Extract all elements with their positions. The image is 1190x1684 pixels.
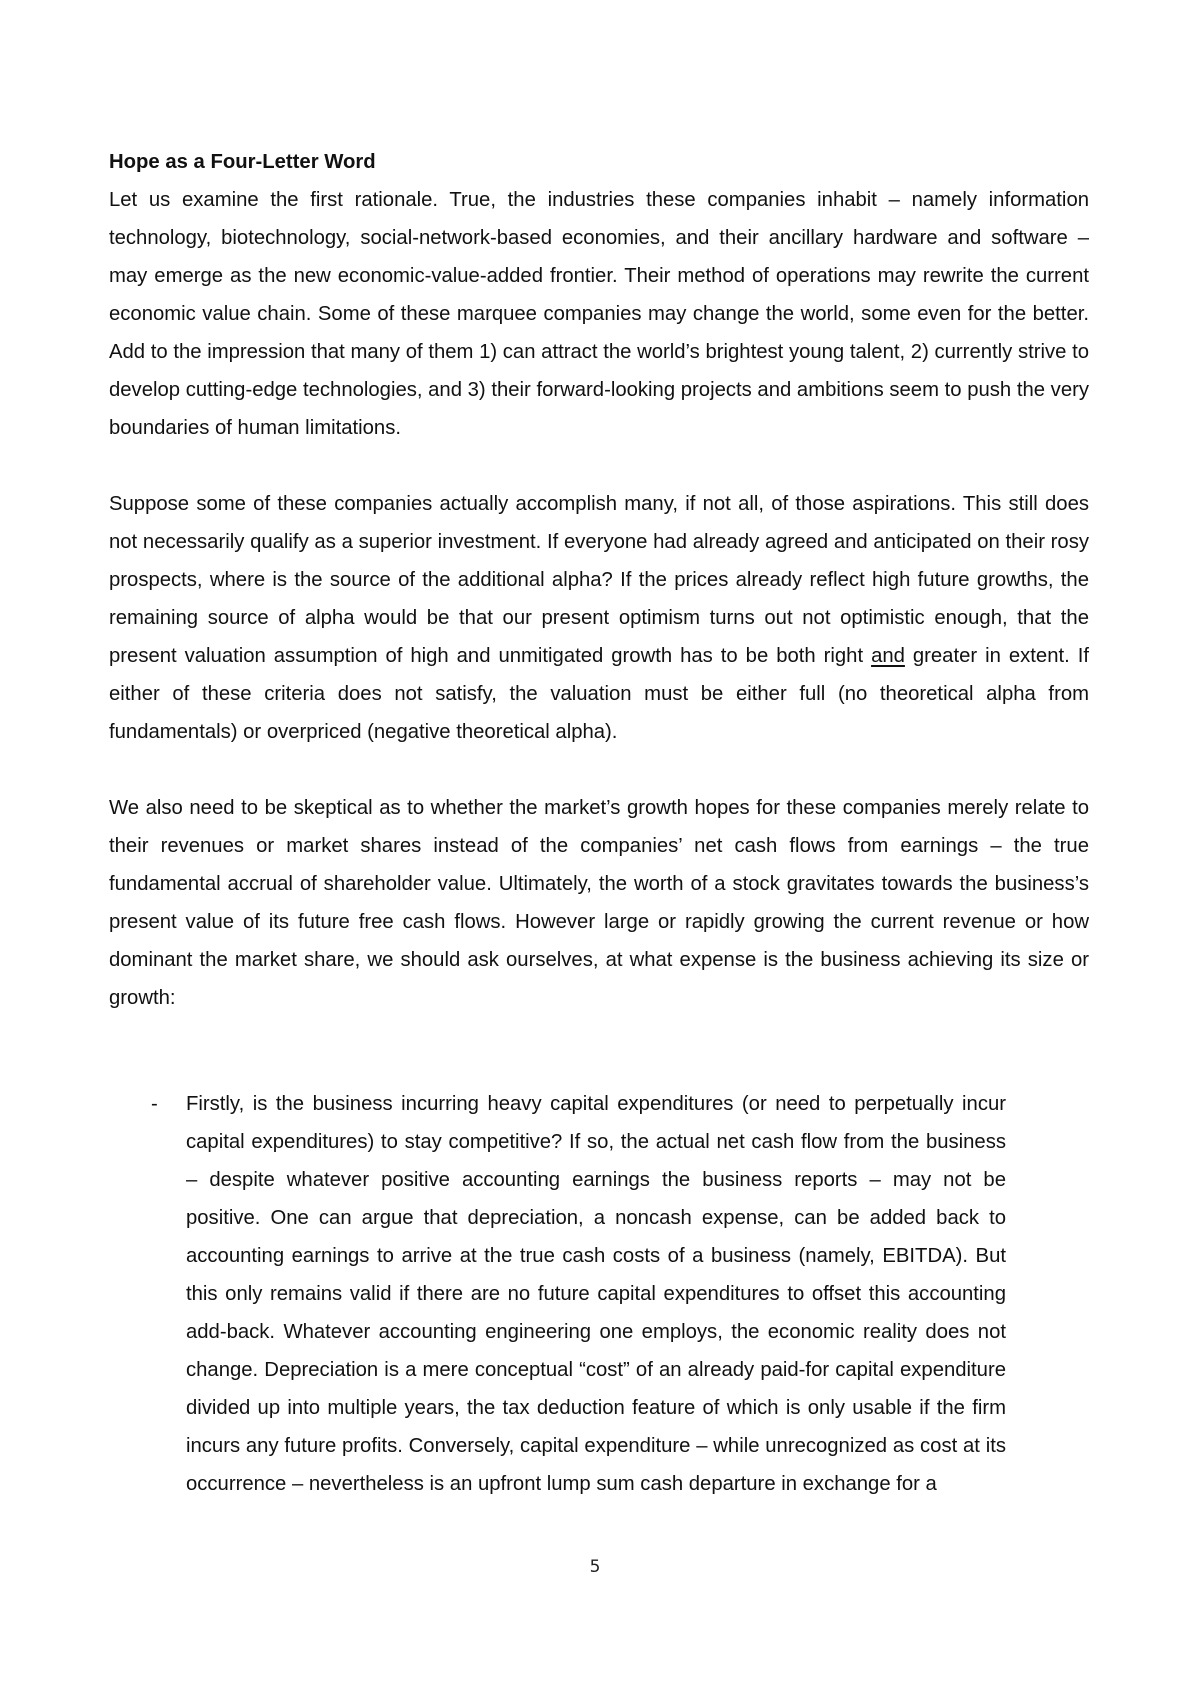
page-number: 5 [589,1557,601,1577]
paragraph-spacer [109,1055,1089,1085]
emphasized-word: and [871,645,905,667]
dash-bullet-icon: - [151,1093,158,1115]
section-heading: Hope as a Four-Letter Word [109,151,376,173]
paragraph-spacer [109,751,1089,789]
list-item-text: Firstly, is the business incurring heavy capital expenditures (or need to perpetually incur capital expenditures) to stay competitive? If so, the actual net cash flow from the business – despite whatever positive accounting earnings the business reports – may not be positive. One can argue that depreciation, a noncash expense, can be added back to accounting earnings to arrive at the true cash costs of a business (namely, EBITDA). But this only remains valid if there are no future capital expenditures to offset this accounting add-back. Whatever accounting engineering one employs, the economic reality does not change. Depreciation is a mere conceptual “cost” of an already paid-for capital expenditure divided up into multiple years, the tax deduction feature of which is only usable if the firm incurs any future profits. Conversely, capital expenditure – while unrecognized as cost at its occurrence – nevertheless is an upfront lump sum cash departure in exchange for a [186,1093,1006,1495]
document-page [109,143,1089,1503]
paragraph-2 [109,485,1089,751]
paragraph-1: Let us examine the first rationale. True, the industries these companies inhabit – namely information technology, biotechnology, social-network-based economies, and their ancillary hardware and software – may emerge as the new economic-value-added frontier. Their method of operations may rewrite the current economic value chain. Some of these marquee companies may change the world, some even for the better. Add to the impression that many of them 1) can attract the world’s brightest young talent, 2) currently strive to develop cutting-edge technologies, and 3) their forward-looking projects and ambitions seem to push the very boundaries of human limitations. [109,189,1089,439]
paragraph-2-text-a: Suppose some of these companies actually accomplish many, if not all, of those aspirations. This still does not necessarily qualify as a superior investment. If everyone had already agreed and anticipated on their rosy prospects, where is the source of the additional alpha? If the prices already reflect high future growths, the remaining source of alpha would be that our present optimism turns out not optimistic enough, that the present valuation assumption of high and unmitigated growth has to be both right [109,493,1089,667]
list-item [109,1085,1006,1503]
paragraph-spacer [109,447,1089,485]
paragraph-3: We also need to be skeptical as to whether the market’s growth hopes for these companies merely relate to their revenues or market shares instead of the companies’ net cash flows from earnings – the true fundamental accrual of shareholder value. Ultimately, the worth of a stock gravitates towards the business’s present value of its future free cash flows. However large or rapidly growing the current revenue or how dominant the market share, we should ask ourselves, at what expense is the business achieving its size or growth: [109,797,1089,1009]
bullet-list [109,1085,1089,1503]
paragraph-spacer [109,1017,1089,1055]
paragraph-2-text-b: greater in extent. If either of these criteria does not satisfy, the valuation must be either full (no theoretical alpha from fundamentals) or overpriced (negative theoretical alpha). [109,645,1089,743]
